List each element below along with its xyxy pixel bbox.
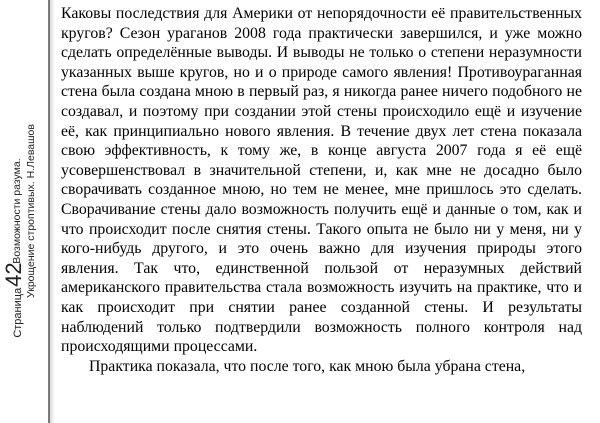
book-subtitle-author: Укрощение строптивых. Н.Левашов bbox=[25, 124, 37, 298]
margin-rule-shadow bbox=[50, 0, 55, 423]
paragraph: Практика показала, что после того, как мною была убрана стена, bbox=[89, 357, 526, 375]
page-number: 42 bbox=[1, 262, 26, 287]
book-title: Возможности разума. bbox=[11, 158, 23, 264]
paragraph: Каковы последствия для Америки от непорядочности её правительственных кругов? Сезон ураганов 2008 года практически завершился, и уже можно сделать определённые выводы. И выводы не только о степени неразумности указанных выше кругов, но и о природе самого явления! Противоураганная стена была создана мною в первый раз, я никогда ранее ничего подобного не создавал, и поэтому при создании этой стены происходило ещё и изучение её, как принципиально нового явления. В течение двух лет стена показала свою эффективность, к тому же, в конце августа 2007 года я её ещё усовершенствовал в значительной степени, и, как мне не досадно было сворачивать созданное мною, но тем не менее, мне пришлось это сделать. Сворачивание стены дало возможность получить ещё и данные о том, как и что происходит после снятия стены. Такого опыта не было ни у меня, ни у кого-нибудь другого, и это очень важно для изучения природы этого явления. Так что, единственной пользой от неразумных действий американского правительства стала возможность изучить на практике, что и как происходит при снятии ранее созданной стены. И результаты наблюдений только подтвердили возможность полного контроля над происходящими процессами. bbox=[61, 5, 582, 356]
page-word: Страница bbox=[12, 287, 24, 338]
page-body bbox=[61, 4, 582, 376]
